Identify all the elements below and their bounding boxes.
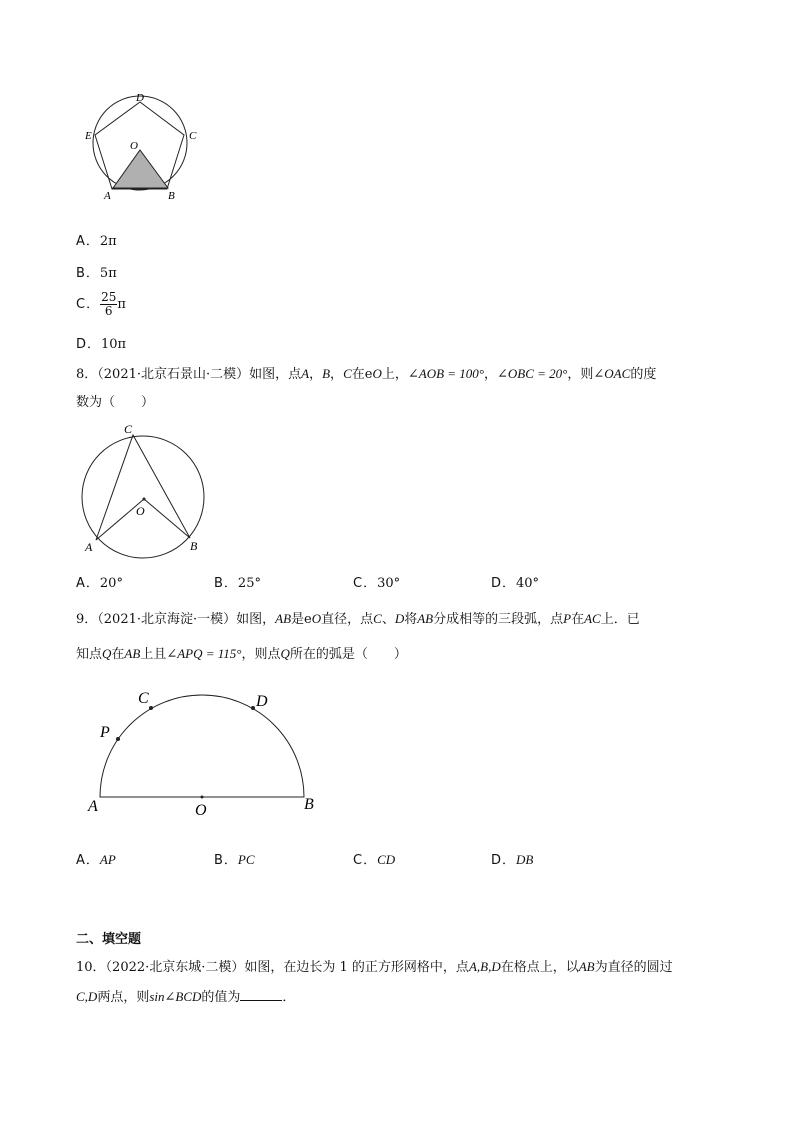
q9-line1: 9．（2021·北京海淀·一模）如图，AB是eO直径，点C、D将AB分成相等的三段弧，点P在AC上．已: [76, 611, 640, 627]
q9-semicircle-figure: [82, 685, 327, 820]
fraction: $\frac{25}{6}$: [101, 290, 117, 318]
q9-line2: 知点Q在AB上且∠APQ = 115°，则点Q所在的弧是（ ）: [76, 646, 407, 662]
q8-option-d: D．40°: [491, 576, 540, 591]
q9-option-b: B．PC: [214, 852, 255, 868]
fig7-label-A: A: [104, 190, 111, 202]
q8-line1: 8．（2021·北京石景山·二模）如图，点A，B，C在eO上，∠AOB = 100°，∠OBC = 20°，则∠OAC的度: [76, 366, 657, 382]
q8-label-B: B: [190, 539, 198, 553]
fig7-label-C: C: [189, 130, 197, 142]
q8-line2: 数为（ ）: [76, 395, 155, 410]
q9-option-c: C．CD: [353, 852, 396, 868]
q10-line2: C,D两点，则sin∠BCD的值为 ．: [76, 989, 296, 1005]
q9-label-C: C: [138, 690, 149, 707]
section-title: 二、填空题: [76, 932, 142, 947]
q8-option-a: A．20°: [76, 576, 123, 591]
q7-option-b: B．5π: [76, 266, 117, 281]
fig7-label-B: B: [168, 190, 175, 202]
fig7-label-E: E: [85, 130, 92, 142]
answer-blank: [240, 988, 282, 1001]
q9-label-D: D: [256, 693, 268, 710]
q9-label-O: O: [195, 802, 207, 819]
q7-option-c: C． $\frac{25}{6}$ π: [76, 290, 126, 318]
q7-option-d: D．10π: [76, 337, 127, 352]
q8-option-b: B．25°: [214, 576, 261, 591]
q7-option-a: A．2π: [76, 234, 117, 249]
q9-option-d: D．DB: [491, 852, 534, 868]
q8-option-c: C．30°: [353, 576, 401, 591]
fig7-label-D: D: [136, 92, 144, 104]
q9-label-B: B: [304, 796, 314, 813]
q10-line1: 10．（2022·北京东城·二模）如图，在边长为 1 的正方形网格中，点A,B,D在格点上，以AB为直径的圆过: [76, 959, 673, 975]
q8-figure: [74, 418, 219, 560]
q8-label-C: C: [124, 422, 133, 436]
q8-label-A: A: [85, 540, 93, 554]
q9-option-a: A．AP: [76, 852, 116, 868]
q8-label-O: O: [136, 504, 145, 518]
q9-label-A: A: [88, 798, 98, 815]
pentagon-figure: [80, 88, 210, 206]
fig7-label-O: O: [130, 140, 138, 152]
q9-label-P: P: [100, 724, 110, 741]
